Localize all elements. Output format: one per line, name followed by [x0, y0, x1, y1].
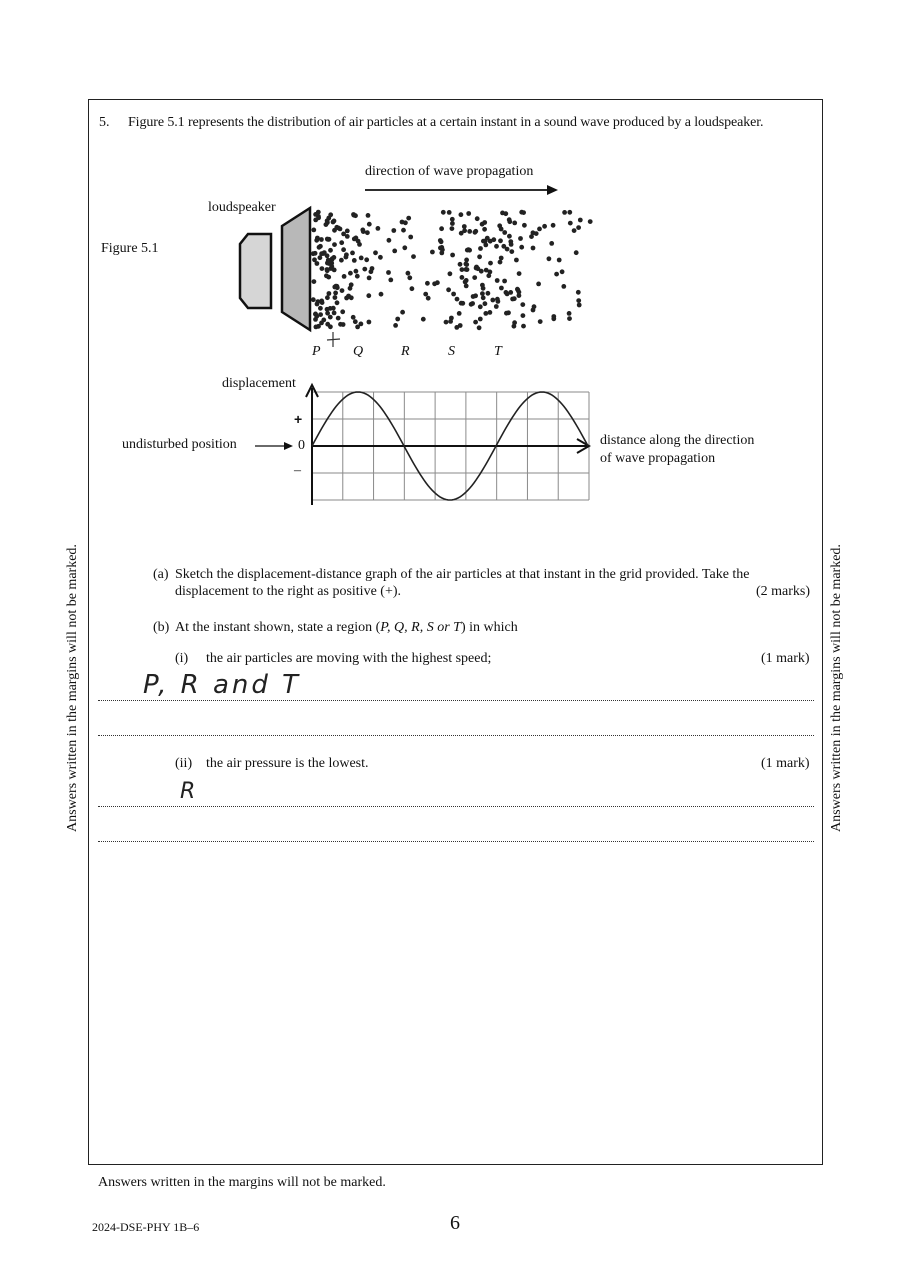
air-particle	[478, 246, 483, 251]
air-particle	[361, 229, 366, 234]
air-particle	[512, 296, 517, 301]
air-particle	[423, 292, 428, 297]
air-particle	[351, 315, 356, 320]
part-b-ii-text: the air pressure is the lowest.	[206, 756, 369, 771]
region-label-q: Q	[353, 344, 364, 359]
air-particle	[495, 278, 500, 283]
air-particle	[332, 242, 337, 247]
air-particle	[457, 311, 462, 316]
air-particle	[572, 228, 577, 233]
part-b-stem-pre: At the instant shown, state a region (	[175, 620, 381, 635]
air-particle	[551, 316, 556, 321]
air-particle	[441, 210, 446, 215]
air-particle	[531, 246, 536, 251]
air-particle	[400, 310, 405, 315]
air-particle	[450, 217, 455, 222]
air-particle	[402, 245, 407, 250]
region-label-s: S	[448, 344, 455, 359]
air-particle	[482, 227, 487, 232]
air-particle	[366, 213, 371, 218]
air-particle	[488, 261, 493, 266]
part-b-ii-label: (ii)	[175, 756, 193, 771]
air-particle	[473, 320, 478, 325]
air-particle	[354, 269, 359, 274]
part-b-stem	[175, 620, 518, 636]
part-b-stem-post: ) in which	[460, 620, 518, 635]
air-particle	[359, 322, 364, 327]
part-a-line2: displacement to the right as positive (+).	[175, 584, 402, 599]
air-particle	[379, 292, 384, 297]
answer-b-i-handwritten: P, R and T	[143, 670, 302, 700]
air-particle	[561, 284, 566, 289]
air-particle	[577, 303, 582, 308]
air-particle	[464, 258, 469, 263]
air-particle	[439, 226, 444, 231]
right-margin-note: Answers written in the margins will not be marked.	[829, 544, 844, 832]
air-particle	[448, 319, 453, 324]
undisturbed-arrow	[255, 442, 293, 450]
air-particle	[505, 292, 510, 297]
bottom-margin-note: Answers written in the margins will not be marked.	[98, 1175, 386, 1190]
air-particle	[549, 241, 554, 246]
air-particle	[567, 311, 572, 316]
loudspeaker-icon	[240, 208, 310, 330]
air-particles	[311, 210, 593, 330]
distance-axis-label-2: of wave propagation	[600, 451, 716, 466]
air-particle	[547, 256, 552, 261]
air-particle	[542, 224, 547, 229]
air-particle	[332, 255, 337, 260]
air-particle	[480, 222, 485, 227]
air-particle	[352, 237, 357, 242]
air-particle	[326, 237, 331, 242]
air-particle	[333, 291, 338, 296]
air-particle	[314, 325, 319, 330]
air-particle	[367, 320, 372, 325]
air-particle	[311, 228, 316, 233]
direction-label: direction of wave propagation	[365, 164, 534, 179]
air-particle	[512, 221, 517, 226]
part-a-marks: (2 marks)	[756, 584, 811, 599]
air-particle	[365, 230, 370, 235]
air-particle	[349, 282, 354, 287]
air-particle	[444, 320, 449, 325]
answer-line-b-ii-2	[98, 841, 814, 842]
air-particle	[464, 267, 469, 272]
air-particle	[357, 242, 362, 247]
displacement-axis-label: displacement	[222, 376, 296, 391]
air-particle	[466, 211, 471, 216]
air-particle	[479, 269, 484, 274]
air-particle	[324, 273, 329, 278]
air-particle	[576, 225, 581, 230]
air-particle	[477, 254, 482, 259]
air-particle	[320, 266, 325, 271]
air-particle	[339, 258, 344, 263]
air-particle	[328, 315, 333, 320]
air-particle	[478, 304, 483, 309]
air-particle	[430, 250, 435, 255]
air-particle	[477, 325, 482, 330]
answer-line-b-i-1	[98, 700, 814, 701]
plus-label: +	[294, 411, 303, 427]
air-particle	[311, 297, 316, 302]
air-particle	[344, 255, 349, 260]
air-particle	[408, 235, 413, 240]
air-particle	[460, 267, 465, 272]
air-particle	[481, 239, 486, 244]
air-particle	[576, 298, 581, 303]
air-particle	[406, 216, 411, 221]
air-particle	[355, 274, 360, 279]
air-particle	[483, 311, 488, 316]
air-particle	[483, 301, 488, 306]
air-particle	[509, 249, 514, 254]
air-particle	[498, 260, 503, 265]
air-particle	[319, 299, 324, 304]
air-particle	[331, 220, 336, 225]
figure-label: Figure 5.1	[101, 241, 159, 256]
air-particle	[475, 216, 480, 221]
air-particle	[370, 266, 375, 271]
air-particle	[353, 213, 358, 218]
air-particle	[353, 319, 358, 324]
air-particle	[316, 210, 321, 215]
air-particle	[499, 256, 504, 261]
air-particle	[401, 228, 406, 233]
air-particle	[534, 231, 539, 236]
air-particle	[339, 240, 344, 245]
air-particle	[391, 228, 396, 233]
air-particle	[325, 311, 330, 316]
air-particle	[366, 293, 371, 298]
air-particle	[350, 251, 355, 256]
air-particle	[522, 223, 527, 228]
zero-label: 0	[298, 438, 305, 453]
air-particle	[557, 258, 562, 263]
figure-5-1-graphic	[0, 0, 910, 560]
air-particle	[460, 275, 465, 280]
air-particle	[340, 309, 345, 314]
air-particle	[567, 316, 572, 321]
air-particle	[514, 258, 519, 263]
air-particle	[521, 313, 526, 318]
air-particle	[464, 284, 469, 289]
air-particle	[486, 291, 491, 296]
air-particle	[367, 276, 372, 281]
loudspeaker-label: loudspeaker	[208, 200, 276, 215]
air-particle	[406, 271, 411, 276]
air-particle	[486, 273, 491, 278]
air-particle	[439, 251, 444, 256]
distance-axis-label-1: distance along the direction	[600, 433, 755, 448]
air-particle	[407, 275, 412, 280]
air-particle	[439, 239, 444, 244]
air-particle	[576, 290, 581, 295]
air-particle	[348, 271, 353, 276]
air-particle	[334, 284, 339, 289]
air-particle	[507, 234, 512, 239]
air-particle	[551, 223, 556, 228]
air-particle	[466, 247, 471, 252]
air-particle	[467, 229, 472, 234]
air-particle	[325, 253, 330, 258]
region-label-r: R	[401, 344, 410, 359]
air-particle	[458, 323, 463, 328]
air-particle	[336, 316, 341, 321]
air-particle	[480, 291, 485, 296]
air-particle	[341, 247, 346, 252]
air-particle	[386, 270, 391, 275]
part-b-label: (b)	[153, 620, 170, 635]
air-particle	[509, 242, 514, 247]
air-particle	[502, 279, 507, 284]
air-particle	[481, 295, 486, 300]
air-particle	[410, 286, 415, 291]
air-particle	[313, 251, 318, 256]
air-particle	[503, 211, 508, 216]
air-particle	[578, 218, 583, 223]
air-particle	[314, 314, 319, 319]
air-particle	[519, 245, 524, 250]
air-particle	[395, 317, 400, 322]
part-b-i-text: the air particles are moving with the highest speed;	[206, 651, 492, 666]
air-particle	[367, 222, 372, 227]
left-margin-note: Answers written in the margins will not be marked.	[65, 544, 80, 832]
air-particle	[455, 297, 460, 302]
air-particle	[521, 324, 526, 329]
air-particle	[388, 278, 393, 283]
air-particle	[451, 292, 456, 297]
air-particle	[328, 324, 333, 329]
air-particle	[435, 280, 440, 285]
air-particle	[352, 258, 357, 263]
air-particle	[318, 306, 323, 311]
air-particle	[342, 274, 347, 279]
part-b-i-marks: (1 mark)	[761, 651, 810, 666]
air-particle	[460, 301, 465, 306]
air-particle	[393, 323, 398, 328]
air-particle	[538, 319, 543, 324]
handwritten-cross-mark	[327, 332, 340, 347]
air-particle	[494, 304, 499, 309]
air-particle	[359, 256, 364, 261]
air-particle	[567, 210, 572, 215]
air-particle	[426, 296, 431, 301]
air-particle	[464, 262, 469, 267]
air-particle	[447, 210, 452, 215]
air-particle	[532, 304, 537, 309]
air-particle	[312, 257, 317, 262]
air-particle	[403, 220, 408, 225]
air-particle	[411, 254, 416, 259]
air-particle	[517, 271, 522, 276]
air-particle	[491, 237, 496, 242]
air-particle	[562, 210, 567, 215]
undisturbed-label: undisturbed position	[122, 437, 237, 452]
air-particle	[446, 287, 451, 292]
air-particle	[507, 219, 512, 224]
air-particle	[568, 221, 573, 226]
air-particle	[521, 210, 526, 215]
answer-line-b-ii-1	[98, 806, 814, 807]
graph-axes	[306, 385, 589, 505]
paper-code: 2024-DSE-PHY 1B–6	[92, 1220, 200, 1234]
air-particle	[345, 234, 350, 239]
air-particle	[327, 291, 332, 296]
air-particle	[574, 250, 579, 255]
air-particle	[588, 219, 593, 224]
air-particle	[328, 248, 333, 253]
air-particle	[346, 294, 351, 299]
region-label-t: T	[494, 344, 502, 359]
air-particle	[462, 228, 467, 233]
air-particle	[376, 226, 381, 231]
minus-label: –	[294, 463, 301, 478]
air-particle	[490, 298, 495, 303]
air-particle	[473, 229, 478, 234]
air-particle	[518, 236, 523, 241]
air-particle	[474, 266, 479, 271]
air-particle	[332, 311, 337, 316]
air-particle	[333, 295, 338, 300]
air-particle	[512, 320, 517, 325]
air-particle	[495, 297, 500, 302]
air-particle	[450, 253, 455, 258]
air-particle	[448, 271, 453, 276]
air-particle	[499, 286, 504, 291]
part-b-i-label: (i)	[175, 651, 189, 666]
air-particle	[473, 293, 478, 298]
air-particle	[325, 295, 330, 300]
air-particle	[362, 267, 367, 272]
air-particle	[345, 229, 350, 234]
question-number: 5.	[99, 115, 110, 130]
air-particle	[317, 245, 322, 250]
air-particle	[450, 226, 455, 231]
part-b-ii-marks: (1 mark)	[761, 756, 810, 771]
air-particle	[332, 268, 337, 273]
air-particle	[338, 322, 343, 327]
air-particle	[378, 255, 383, 260]
air-particle	[537, 227, 542, 232]
air-particle	[501, 244, 506, 249]
air-particle	[520, 302, 525, 307]
part-b-stem-regions: P, Q, R, S or T	[380, 620, 461, 635]
air-particle	[364, 257, 369, 262]
part-a-label: (a)	[153, 567, 169, 582]
air-particle	[484, 268, 489, 273]
answer-b-ii-handwritten: R	[180, 779, 198, 804]
region-label-p: P	[312, 344, 321, 359]
air-particle	[319, 237, 324, 242]
air-particle	[499, 227, 504, 232]
air-particle	[560, 269, 565, 274]
air-particle	[319, 251, 324, 256]
air-particle	[331, 306, 336, 311]
air-particle	[494, 244, 499, 249]
air-particle	[312, 279, 317, 284]
air-particle	[315, 302, 320, 307]
air-particle	[335, 300, 340, 305]
air-particle	[340, 288, 345, 293]
air-particle	[458, 262, 463, 267]
air-particle	[327, 261, 332, 266]
question-intro: Figure 5.1 represents the distribution of air particles at a certain instant in a sound wave produced by a loudspeaker.	[128, 115, 764, 130]
air-particle	[321, 318, 326, 323]
air-particle	[502, 230, 507, 235]
air-particle	[470, 301, 475, 306]
air-particle	[425, 281, 430, 286]
air-particle	[488, 310, 493, 315]
air-particle	[515, 287, 520, 292]
air-particle	[478, 317, 483, 322]
air-particle	[421, 317, 426, 322]
air-particle	[504, 311, 509, 316]
air-particle	[517, 293, 522, 298]
air-particle	[459, 212, 464, 217]
air-particle	[481, 286, 486, 291]
page-number: 6	[450, 1212, 460, 1234]
air-particle	[498, 238, 503, 243]
air-particle	[536, 282, 541, 287]
direction-arrow	[365, 185, 558, 195]
air-particle	[325, 267, 330, 272]
air-particle	[336, 226, 341, 231]
air-particle	[392, 249, 397, 254]
answer-line-b-i-2	[98, 735, 814, 736]
air-particle	[387, 238, 392, 243]
air-particle	[554, 272, 559, 277]
air-particle	[325, 218, 330, 223]
air-particle	[373, 250, 378, 255]
air-particle	[462, 224, 467, 229]
air-particle	[313, 218, 318, 223]
part-a-line1: Sketch the displacement-distance graph of the air particles at that instant in the grid provided. Take the	[175, 567, 750, 582]
air-particle	[472, 275, 477, 280]
air-particle	[450, 221, 455, 226]
